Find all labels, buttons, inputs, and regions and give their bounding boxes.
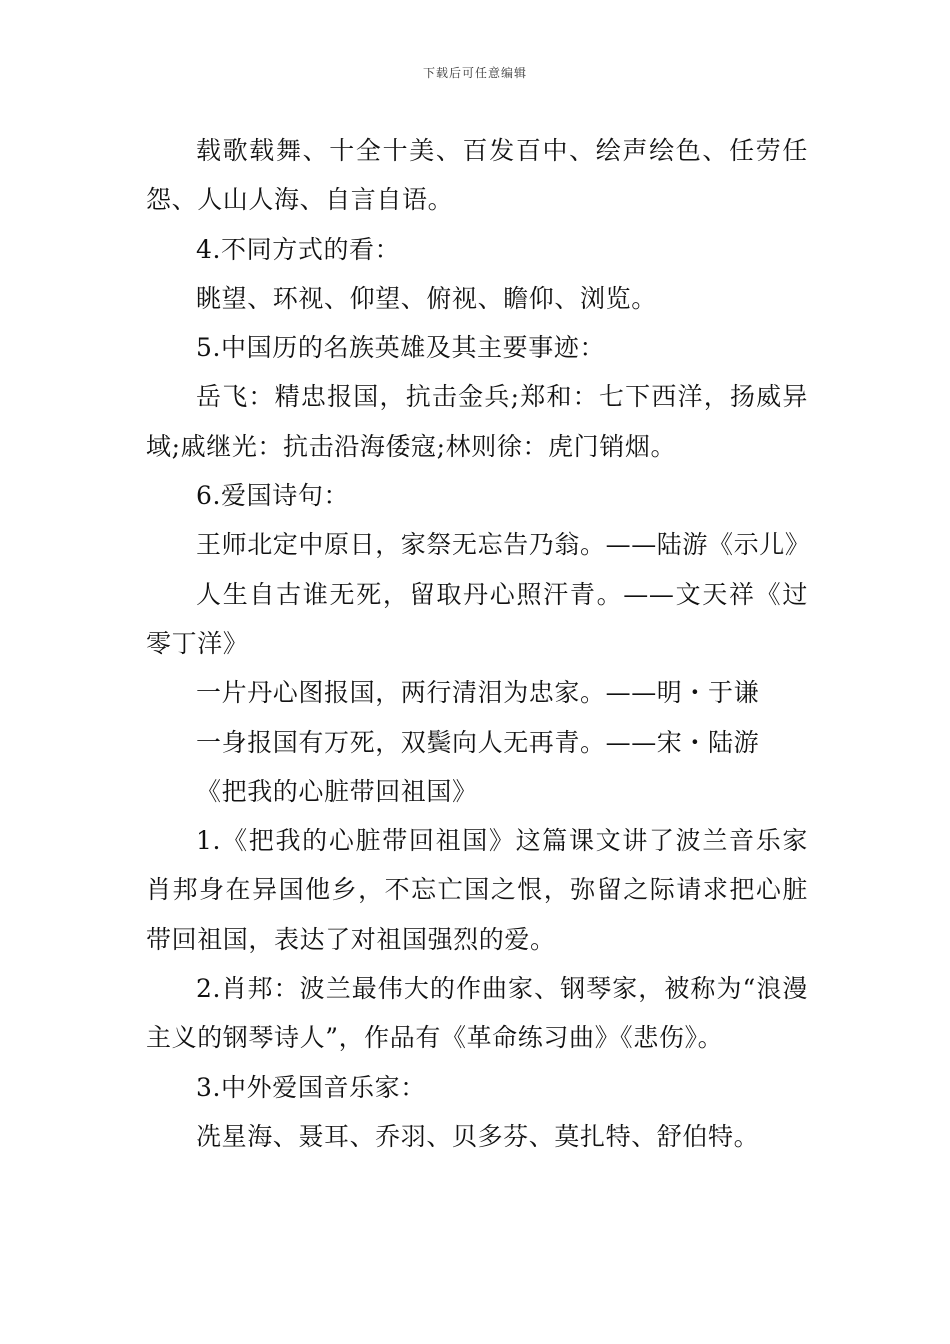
paragraph-heading-poems: 6.爱国诗句： <box>196 481 350 511</box>
paragraph-poem-4: 一身报国有万死，双鬓向人无再青。——宋・陆游 <box>196 727 760 757</box>
paragraph-musicians-list: 冼星海、聂耳、乔羽、贝多芬、莫扎特、舒伯特。 <box>196 1121 760 1151</box>
paragraph-poem-3: 一片丹心图报国，两行清泪为忠家。——明・于谦 <box>196 678 760 708</box>
paragraph-heading-heroes: 5.中国历的名族英雄及其主要事迹： <box>196 333 606 363</box>
paragraph-looking-words: 眺望、环视、仰望、俯视、瞻仰、浏览。 <box>196 283 657 313</box>
paragraph-heroes-deeds: 岳飞：精忠报国，抗击金兵;郑和：七下西洋，扬威异域;戚继光：抗击沿海倭寇;林则徐：虎门销烟。 <box>146 382 808 461</box>
paragraph-heading-musicians: 3.中外爱国音乐家： <box>196 1072 426 1102</box>
paragraph-lesson-title: 《把我的心脏带回祖国》 <box>196 776 478 806</box>
paragraph-poem-1: 王师北定中原日，家祭无忘告乃翁。——陆游《示儿》 <box>196 530 811 560</box>
page-header: 下载后可任意编辑 <box>422 66 527 80</box>
paragraph-lesson-summary: 1.《把我的心脏带回祖国》这篇课文讲了波兰音乐家肖邦身在异国他乡，不忘亡国之恨，弥留之际请求把心脏带回祖国，表达了对祖国强烈的爱。 <box>146 826 808 954</box>
paragraph-chopin: 2.肖邦：波兰最伟大的作曲家、钢琴家，被称为“浪漫主义的钢琴诗人”，作品有《革命练习曲》《悲伤》。 <box>146 974 808 1053</box>
document-body <box>146 126 811 1161</box>
paragraph-poem-2: 人生自古谁无死，留取丹心照汗青。——文天祥《过零丁洋》 <box>146 579 808 658</box>
paragraph-idioms: 载歌载舞、十全十美、百发百中、绘声绘色、任劳任怨、人山人海、自言自语。 <box>146 136 808 215</box>
paragraph-heading-ways-of-looking: 4.不同方式的看： <box>196 234 401 264</box>
